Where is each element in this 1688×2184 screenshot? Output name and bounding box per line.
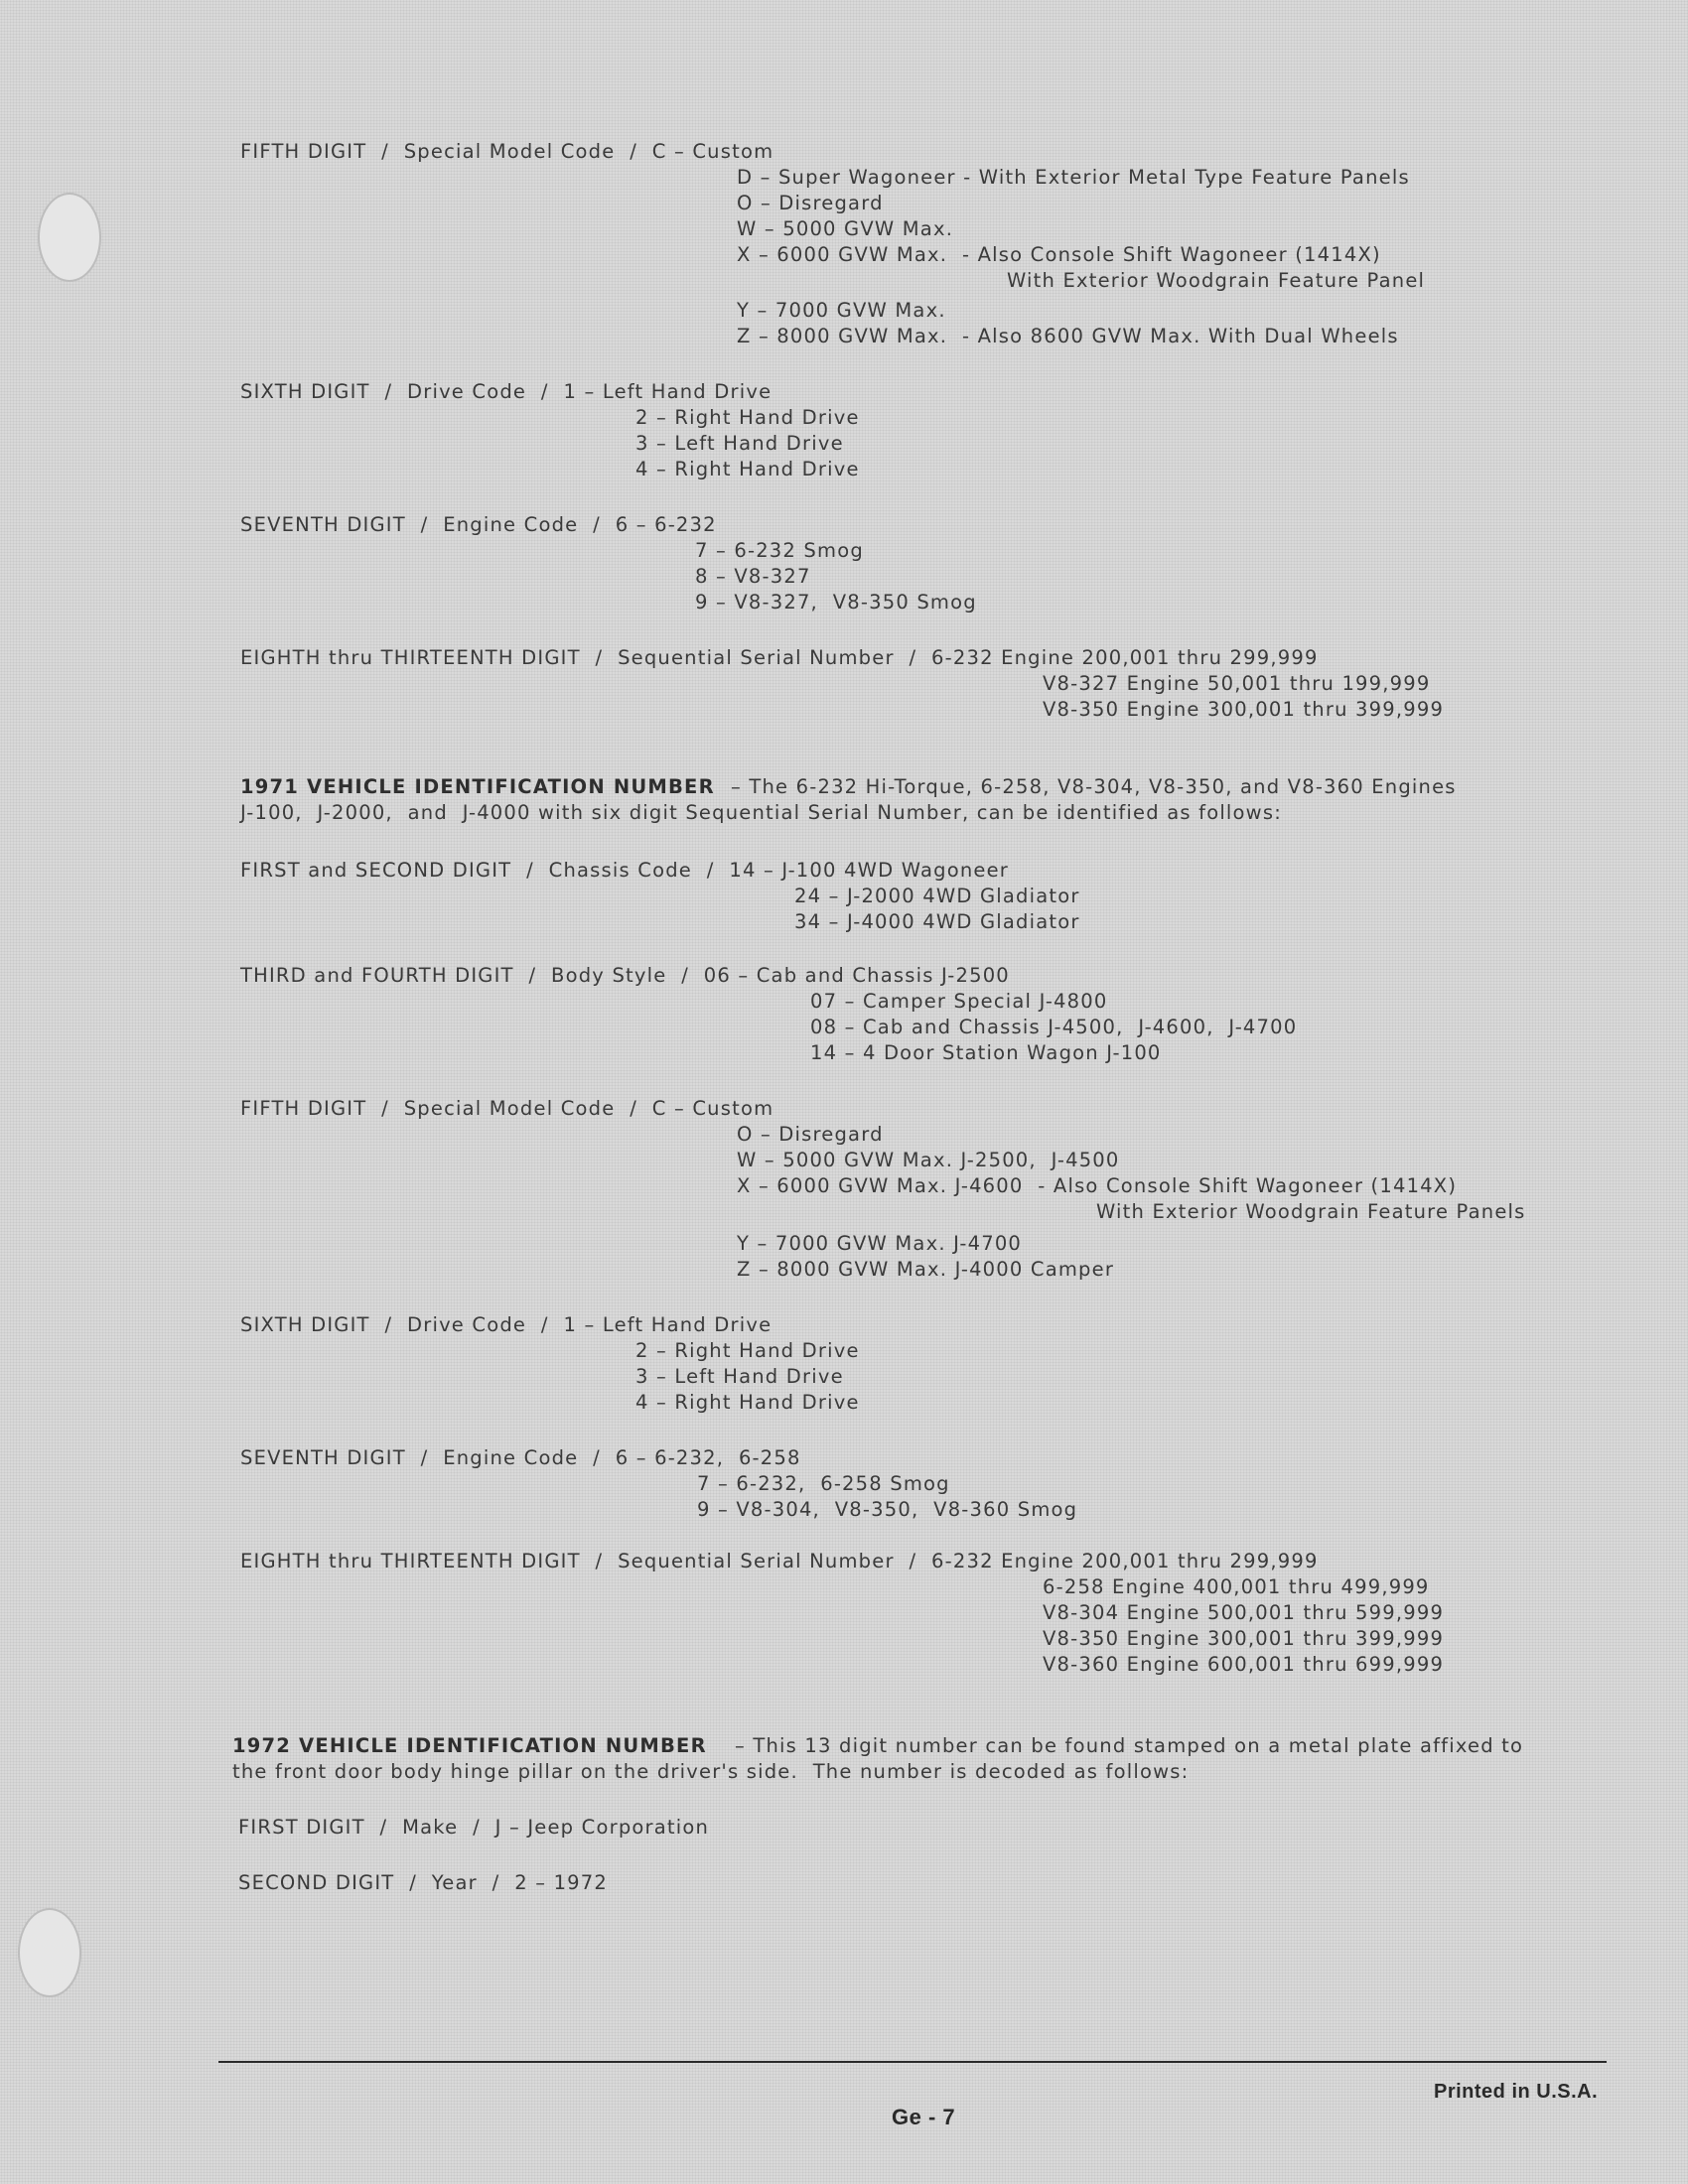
section-heading: 1971 VEHICLE IDENTIFICATION NUMBER	[240, 775, 715, 798]
text-line: 14 – 4 Door Station Wagon J-100	[810, 1041, 1162, 1064]
text-line: 34 – J-4000 4WD Gladiator	[794, 910, 1080, 933]
text-line: Y – 7000 GVW Max.	[737, 299, 946, 322]
text-line: 6-258 Engine 400,001 thru 499,999	[1043, 1575, 1430, 1598]
text-line: SIXTH DIGIT / Drive Code / 1 – Left Hand Drive	[240, 1313, 773, 1336]
text-line: FIRST and SECOND DIGIT / Chassis Code / 14 – J-100 4WD Wagoneer	[240, 859, 1009, 882]
text-line: 8 – V8-327	[695, 565, 811, 588]
binder-hole-top	[38, 193, 101, 282]
text-line: Z – 8000 GVW Max. - Also 8600 GVW Max. With Dual Wheels	[737, 325, 1399, 347]
binder-hole-bottom	[18, 1908, 81, 1997]
printed-in-usa: Printed in U.S.A.	[1434, 2081, 1599, 2103]
text-line: the front door body hinge pillar on the driver's side. The number is decoded as follows:	[232, 1760, 1190, 1783]
text-line: 4 – Right Hand Drive	[635, 458, 860, 480]
text-line: O – Disregard	[737, 1123, 884, 1146]
text-line: O – Disregard	[737, 192, 884, 214]
text-line: V8-327 Engine 50,001 thru 199,999	[1043, 672, 1431, 695]
text-line: V8-350 Engine 300,001 thru 399,999	[1043, 698, 1445, 721]
text-line: 7 – 6-232 Smog	[695, 539, 864, 562]
text-line: V8-304 Engine 500,001 thru 599,999	[1043, 1601, 1445, 1624]
footer-rule	[218, 2061, 1607, 2063]
text-line: FIFTH DIGIT / Special Model Code / C – Custom	[240, 140, 774, 163]
text-line: V8-350 Engine 300,001 thru 399,999	[1043, 1627, 1445, 1650]
text-line: SEVENTH DIGIT / Engine Code / 6 – 6-232, 6-258	[240, 1446, 801, 1469]
text-line: 9 – V8-304, V8-350, V8-360 Smog	[697, 1498, 1078, 1521]
text-line: SEVENTH DIGIT / Engine Code / 6 – 6-232	[240, 513, 717, 536]
text-line: 9 – V8-327, V8-350 Smog	[695, 591, 977, 614]
text-line: X – 6000 GVW Max. - Also Console Shift Wagoneer (1414X)	[737, 243, 1381, 266]
text-line: V8-360 Engine 600,001 thru 699,999	[1043, 1653, 1445, 1676]
text-line: Y – 7000 GVW Max. J-4700	[737, 1232, 1023, 1255]
text-line: EIGHTH thru THIRTEENTH DIGIT / Sequential Serial Number / 6-232 Engine 200,001 thru 299,999	[240, 646, 1319, 669]
text-line: 24 – J-2000 4WD Gladiator	[794, 885, 1080, 907]
text-line: W – 5000 GVW Max.	[737, 217, 954, 240]
section-heading: 1972 VEHICLE IDENTIFICATION NUMBER	[232, 1734, 707, 1757]
text-line: FIFTH DIGIT / Special Model Code / C – Custom	[240, 1097, 774, 1120]
text-line: 08 – Cab and Chassis J-4500, J-4600, J-4700	[810, 1016, 1298, 1038]
text-line: 4 – Right Hand Drive	[635, 1391, 860, 1414]
text-line: FIRST DIGIT / Make / J – Jeep Corporation	[238, 1816, 710, 1839]
text-line: SIXTH DIGIT / Drive Code / 1 – Left Hand Drive	[240, 380, 773, 403]
text-line: 3 – Left Hand Drive	[635, 432, 844, 455]
text-line: 2 – Right Hand Drive	[635, 406, 860, 429]
text-line: 7 – 6-232, 6-258 Smog	[697, 1472, 950, 1495]
text-line: EIGHTH thru THIRTEENTH DIGIT / Sequential Serial Number / 6-232 Engine 200,001 thru 299,999	[240, 1550, 1319, 1572]
text-line: W – 5000 GVW Max. J-2500, J-4500	[737, 1149, 1120, 1171]
text-line: THIRD and FOURTH DIGIT / Body Style / 06 – Cab and Chassis J-2500	[240, 964, 1010, 987]
text-line: 2 – Right Hand Drive	[635, 1339, 860, 1362]
text-line: With Exterior Woodgrain Feature Panels	[1096, 1200, 1526, 1223]
text-line: 3 – Left Hand Drive	[635, 1365, 844, 1388]
page-number: Ge - 7	[892, 2105, 956, 2129]
text-line: SECOND DIGIT / Year / 2 – 1972	[238, 1871, 608, 1894]
text-line: 07 – Camper Special J-4800	[810, 990, 1108, 1013]
text-line: With Exterior Woodgrain Feature Panel	[1007, 269, 1426, 292]
text-line: Z – 8000 GVW Max. J-4000 Camper	[737, 1258, 1115, 1281]
text-line: J-100, J-2000, and J-4000 with six digit Sequential Serial Number, can be identified as follows:	[240, 801, 1282, 824]
text-line: D – Super Wagoneer - With Exterior Metal Type Feature Panels	[737, 166, 1410, 189]
text-line: X – 6000 GVW Max. J-4600 - Also Console Shift Wagoneer (1414X)	[737, 1174, 1458, 1197]
text-line: – The 6-232 Hi-Torque, 6-258, V8-304, V8-350, and V8-360 Engines	[731, 775, 1457, 798]
text-line: – This 13 digit number can be found stamped on a metal plate affixed to	[735, 1734, 1524, 1757]
